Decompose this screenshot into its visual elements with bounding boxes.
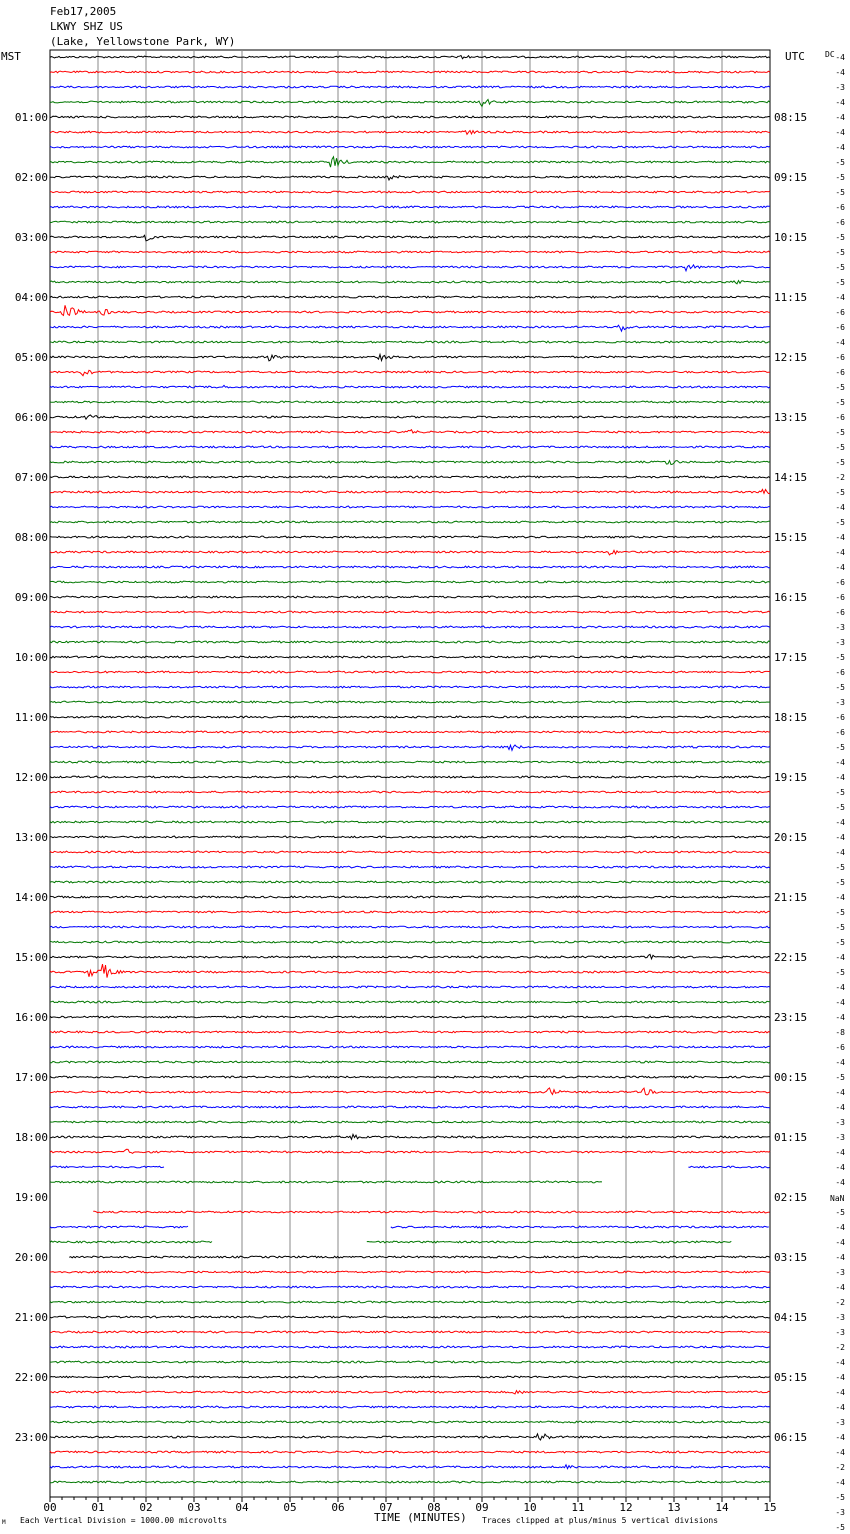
seismic-trace (50, 1465, 770, 1469)
dc-offset-label: -4 (835, 1253, 845, 1262)
seismic-trace (50, 446, 770, 448)
right-hour-label: 02:15 (774, 1191, 808, 1204)
seismic-trace (50, 157, 770, 167)
x-tick-label: 09 (475, 1501, 489, 1514)
left-hour-label: 03:00 (14, 231, 48, 244)
dc-offset-label: -6 (835, 713, 845, 722)
right-hour-label: 01:15 (774, 1131, 808, 1144)
seismic-trace (50, 1481, 770, 1483)
dc-offset-label: -3 (835, 1508, 845, 1517)
left-hour-label: 04:00 (14, 291, 48, 304)
seismic-trace (50, 1316, 770, 1318)
dc-offset-label: -6 (835, 308, 845, 317)
left-hour-label: 21:00 (14, 1311, 48, 1324)
seismic-trace (50, 265, 770, 271)
right-hour-label: 17:15 (774, 651, 808, 664)
left-hour-label: 02:00 (14, 171, 48, 184)
dc-offset-label: -2 (835, 473, 845, 482)
seismic-trace (50, 281, 770, 284)
right-hour-label: 08:15 (774, 111, 808, 124)
dc-offset-label: -4 (835, 1103, 845, 1112)
dc-offset-label: -4 (835, 293, 845, 302)
dc-offset-label: -5 (835, 1523, 845, 1532)
seismic-trace (50, 1076, 770, 1078)
left-hour-label: 13:00 (14, 831, 48, 844)
dc-offset-label: -2 (835, 1298, 845, 1307)
seismic-trace (50, 176, 770, 180)
left-hour-label: 16:00 (14, 1011, 48, 1024)
x-tick-label: 06 (331, 1501, 345, 1514)
dc-offset-label: -6 (835, 578, 845, 587)
dc-offset-label: -4 (835, 983, 845, 992)
seismic-trace (50, 341, 770, 343)
left-hour-label: 20:00 (14, 1251, 48, 1264)
seismic-trace (50, 911, 770, 913)
x-tick-label: 08 (427, 1501, 441, 1514)
dc-offset-label: -5 (835, 263, 845, 272)
seismic-trace (50, 1331, 770, 1333)
left-hour-label: 17:00 (14, 1071, 48, 1084)
seismic-trace (50, 566, 770, 568)
seismic-trace (50, 56, 770, 59)
seismic-trace (50, 1434, 770, 1440)
seismic-trace (50, 461, 770, 465)
seismic-trace (50, 1391, 770, 1394)
x-tick-label: 11 (571, 1501, 585, 1514)
dc-offset-label: -5 (835, 1208, 845, 1217)
chart-date: Feb17,2005 (50, 5, 117, 18)
seismic-trace (50, 581, 770, 583)
dc-offset-label: -3 (835, 623, 845, 632)
dc-offset-label: -5 (835, 158, 845, 167)
dc-offset-label: -5 (835, 743, 845, 752)
seismic-trace (50, 881, 770, 883)
seismic-trace (93, 1211, 770, 1213)
seismic-trace (50, 116, 770, 118)
seismic-trace (50, 146, 770, 148)
seismic-trace (50, 1134, 770, 1139)
dc-offset-label: -4 (835, 998, 845, 1007)
seismic-trace (50, 385, 770, 388)
x-tick-label: 00 (43, 1501, 57, 1514)
dc-offset-label: -5 (835, 803, 845, 812)
seismic-trace (50, 370, 770, 375)
left-hour-label: 18:00 (14, 1131, 48, 1144)
seismic-trace (50, 355, 770, 361)
x-tick-label: 02 (139, 1501, 153, 1514)
dc-offset-label: -3 (835, 638, 845, 647)
dc-offset-label: -5 (835, 923, 845, 932)
seismic-trace (50, 415, 770, 419)
left-hour-label: 01:00 (14, 111, 48, 124)
left-hour-label: 15:00 (14, 951, 48, 964)
left-hour-label: 07:00 (14, 471, 48, 484)
right-hour-label: 20:15 (774, 831, 808, 844)
dc-offset-label: -4 (835, 818, 845, 827)
dc-offset-label: -4 (835, 548, 845, 557)
dc-offset-label: -5 (835, 863, 845, 872)
left-hour-label: 11:00 (14, 711, 48, 724)
left-hour-label: 22:00 (14, 1371, 48, 1384)
dc-offset-label: -6 (835, 728, 845, 737)
seismic-trace (50, 611, 770, 613)
seismic-trace (50, 251, 770, 253)
dc-offset-label: -5 (835, 383, 845, 392)
dc-offset-label: -4 (835, 1223, 845, 1232)
x-tick-label: 05 (283, 1501, 297, 1514)
seismic-trace (50, 686, 770, 688)
x-tick-label: 14 (715, 1501, 729, 1514)
seismic-trace (50, 86, 770, 88)
seismic-trace (50, 821, 770, 823)
seismic-trace (50, 1061, 770, 1063)
right-hour-label: 15:15 (774, 531, 808, 544)
dc-offset-label: -4 (835, 563, 845, 572)
seismic-trace (50, 896, 770, 898)
dc-offset-label: -4 (835, 773, 845, 782)
seismic-trace (50, 206, 770, 208)
seismic-trace (50, 1346, 770, 1348)
dc-offset-label: -4 (835, 1358, 845, 1367)
seismic-trace (367, 1241, 732, 1243)
dc-offset-label: -4 (835, 128, 845, 137)
seismic-trace (50, 235, 770, 241)
dc-offset-label: -5 (835, 443, 845, 452)
right-hour-label: 22:15 (774, 951, 808, 964)
seismic-trace (50, 1361, 770, 1363)
seismic-trace (50, 71, 770, 73)
seismic-trace (50, 430, 770, 433)
dc-offset-label: -3 (835, 1118, 845, 1127)
seismic-trace (50, 131, 770, 135)
seismic-trace (50, 100, 770, 107)
dc-offset-label: -4 (835, 1283, 845, 1292)
dc-offset-label: -3 (835, 1313, 845, 1322)
dc-offset-label: -4 (835, 533, 845, 542)
seismic-trace (50, 1451, 770, 1453)
dc-offset-label: -5 (835, 518, 845, 527)
dc-offset-label: -5 (835, 248, 845, 257)
dc-offset-label: -4 (835, 143, 845, 152)
dc-offset-label: -6 (835, 203, 845, 212)
clip-note: Traces clipped at plus/minus 5 vertical divisions (482, 1516, 719, 1525)
dc-offset-label: -3 (835, 1418, 845, 1427)
dc-offset-label: -4 (835, 1163, 845, 1172)
left-hour-label: 12:00 (14, 771, 48, 784)
dc-offset-label: -4 (835, 503, 845, 512)
seismic-trace (50, 401, 770, 403)
dc-offset-label: -6 (835, 368, 845, 377)
seismic-trace (50, 626, 770, 628)
seismic-trace (50, 1181, 602, 1183)
left-hour-label: 23:00 (14, 1431, 48, 1444)
seismic-trace (50, 776, 770, 778)
seismic-trace (50, 1046, 770, 1048)
dc-offset-label: -3 (835, 1328, 845, 1337)
scale-note: Each Vertical Division = 1000.00 microvolts (20, 1516, 228, 1525)
seismic-trace (50, 1149, 770, 1153)
dc-label: DC (825, 50, 835, 59)
right-timezone-label: UTC (785, 50, 805, 63)
left-hour-label: 06:00 (14, 411, 48, 424)
dc-offset-label: -4 (835, 1088, 845, 1097)
right-hour-label: 21:15 (774, 891, 808, 904)
dc-offset-label: -4 (835, 758, 845, 767)
right-hour-label: 09:15 (774, 171, 808, 184)
x-tick-label: 03 (187, 1501, 201, 1514)
dc-offset-label: -4 (835, 338, 845, 347)
dc-offset-label: -5 (835, 488, 845, 497)
seismic-trace (50, 1031, 770, 1033)
seismic-trace (50, 1016, 770, 1018)
dc-offset-label: -4 (835, 833, 845, 842)
dc-offset-label: -4 (835, 68, 845, 77)
seismic-trace (50, 476, 770, 478)
seismic-trace (50, 866, 770, 868)
left-hour-label: 10:00 (14, 651, 48, 664)
dc-offset-label: -5 (835, 653, 845, 662)
seismic-trace (50, 806, 770, 808)
x-tick-label: 01 (91, 1501, 105, 1514)
dc-offset-label: -5 (835, 458, 845, 467)
left-hour-label: 19:00 (14, 1191, 48, 1204)
dc-offset-label: -6 (835, 323, 845, 332)
seismic-trace (50, 731, 770, 733)
seismic-trace (50, 221, 770, 223)
dc-offset-label: -5 (835, 788, 845, 797)
seismic-trace (50, 1421, 770, 1423)
right-hour-label: 11:15 (774, 291, 808, 304)
dc-offset-label: -4 (835, 1058, 845, 1067)
dc-offset-label: -6 (835, 668, 845, 677)
right-hour-label: 05:15 (774, 1371, 808, 1384)
seismic-trace (50, 641, 770, 643)
x-tick-label: 04 (235, 1501, 249, 1514)
seismic-trace (50, 954, 770, 958)
seismic-trace (50, 745, 770, 750)
right-hour-label: 06:15 (774, 1431, 808, 1444)
dc-offset-label: -4 (835, 1238, 845, 1247)
seismic-trace (50, 964, 770, 978)
dc-offset-label: -4 (835, 1178, 845, 1187)
seismic-trace (50, 791, 770, 793)
dc-offset-label: -5 (835, 398, 845, 407)
seismic-trace (69, 1256, 770, 1258)
seismic-trace (50, 761, 770, 763)
dc-offset-label: -2 (835, 1343, 845, 1352)
left-timezone-label: MST (1, 50, 21, 63)
seismic-trace (50, 521, 770, 523)
left-hour-label: 14:00 (14, 891, 48, 904)
nan-label: NaN (830, 1194, 845, 1203)
dc-offset-label: -4 (835, 98, 845, 107)
dc-offset-label: -5 (835, 278, 845, 287)
dc-offset-label: -4 (835, 1388, 845, 1397)
seismic-trace (50, 701, 770, 703)
dc-offset-label: -4 (835, 1448, 845, 1457)
dc-offset-label: -3 (835, 1133, 845, 1142)
dc-offset-label: -4 (835, 113, 845, 122)
x-tick-label: 13 (667, 1501, 681, 1514)
right-hour-label: 18:15 (774, 711, 808, 724)
dc-offset-label: -5 (835, 173, 845, 182)
dc-offset-label: -5 (835, 683, 845, 692)
x-tick-label: 07 (379, 1501, 393, 1514)
seismic-trace (50, 1106, 770, 1108)
dc-offset-label: -8 (835, 1028, 845, 1037)
seismic-trace (688, 1166, 769, 1168)
dc-offset-label: -5 (835, 938, 845, 947)
seismic-trace (50, 506, 770, 508)
corner-mark: M (2, 1519, 6, 1526)
seismic-trace (50, 1088, 770, 1095)
seismic-trace (50, 1001, 770, 1003)
dc-offset-label: -5 (835, 1493, 845, 1502)
seismic-trace (50, 851, 770, 853)
dc-offset-label: -6 (835, 413, 845, 422)
seismic-trace (50, 596, 770, 598)
right-hour-label: 13:15 (774, 411, 808, 424)
dc-offset-label: -4 (835, 1013, 845, 1022)
right-hour-label: 23:15 (774, 1011, 808, 1024)
dc-offset-label: -6 (835, 608, 845, 617)
seismic-trace (50, 926, 770, 928)
right-hour-label: 19:15 (774, 771, 808, 784)
seismic-trace (50, 325, 770, 331)
seismic-trace (50, 536, 770, 538)
dc-offset-label: -5 (835, 908, 845, 917)
dc-offset-label: -6 (835, 353, 845, 362)
dc-offset-label: -4 (835, 1403, 845, 1412)
dc-offset-label: -3 (835, 698, 845, 707)
dc-offset-label: -3 (835, 1268, 845, 1277)
seismic-trace (50, 941, 770, 943)
seismic-trace (50, 1226, 188, 1228)
right-hour-label: 16:15 (774, 591, 808, 604)
seismic-trace (50, 1301, 770, 1303)
dc-offset-label: -6 (835, 593, 845, 602)
seismic-trace (391, 1226, 769, 1228)
seismic-trace (50, 836, 770, 838)
seismic-trace (50, 1121, 770, 1123)
x-axis-title: TIME (MINUTES) (374, 1511, 467, 1524)
dc-offset-label: -6 (835, 218, 845, 227)
dc-offset-label: -4 (835, 53, 845, 62)
seismic-trace (50, 1271, 770, 1273)
dc-offset-label: -4 (835, 953, 845, 962)
x-tick-label: 15 (763, 1501, 777, 1514)
dc-offset-label: -4 (835, 1148, 845, 1157)
dc-offset-label: -5 (835, 878, 845, 887)
right-hour-label: 04:15 (774, 1311, 808, 1324)
seismic-trace (50, 550, 770, 555)
seismic-trace (50, 191, 770, 193)
dc-offset-label: -4 (835, 893, 845, 902)
seismic-trace (50, 1241, 212, 1243)
seismic-trace (50, 1166, 164, 1168)
dc-offset-label: -3 (835, 83, 845, 92)
seismic-trace (50, 1286, 770, 1288)
dc-offset-label: -4 (835, 848, 845, 857)
seismic-trace (50, 1406, 770, 1408)
dc-offset-label: -4 (835, 1478, 845, 1487)
left-hour-label: 08:00 (14, 531, 48, 544)
right-hour-label: 10:15 (774, 231, 808, 244)
chart-station: LKWY SHZ US (50, 20, 123, 33)
chart-location: (Lake, Yellowstone Park, WY) (50, 35, 236, 48)
seismic-trace (50, 656, 770, 658)
dc-offset-label: -5 (835, 1073, 845, 1082)
right-hour-label: 03:15 (774, 1251, 808, 1264)
dc-offset-label: -5 (835, 188, 845, 197)
seismic-trace (50, 716, 770, 718)
dc-offset-label: -2 (835, 1463, 845, 1472)
left-hour-label: 05:00 (14, 351, 48, 364)
dc-offset-label: -5 (835, 233, 845, 242)
seismic-trace (50, 296, 770, 298)
seismic-trace (50, 1376, 770, 1378)
seismic-trace (50, 986, 770, 988)
seismic-trace (50, 305, 770, 315)
dc-offset-label: -5 (835, 428, 845, 437)
right-hour-label: 12:15 (774, 351, 808, 364)
dc-offset-label: -5 (835, 968, 845, 977)
dc-offset-label: -4 (835, 1373, 845, 1382)
dc-offset-label: -4 (835, 1433, 845, 1442)
right-hour-label: 14:15 (774, 471, 808, 484)
right-hour-label: 00:15 (774, 1071, 808, 1084)
seismic-trace (50, 671, 770, 673)
dc-offset-label: -6 (835, 1043, 845, 1052)
x-tick-label: 10 (523, 1501, 537, 1514)
seismic-trace (50, 489, 770, 493)
left-hour-label: 09:00 (14, 591, 48, 604)
x-tick-label: 12 (619, 1501, 633, 1514)
